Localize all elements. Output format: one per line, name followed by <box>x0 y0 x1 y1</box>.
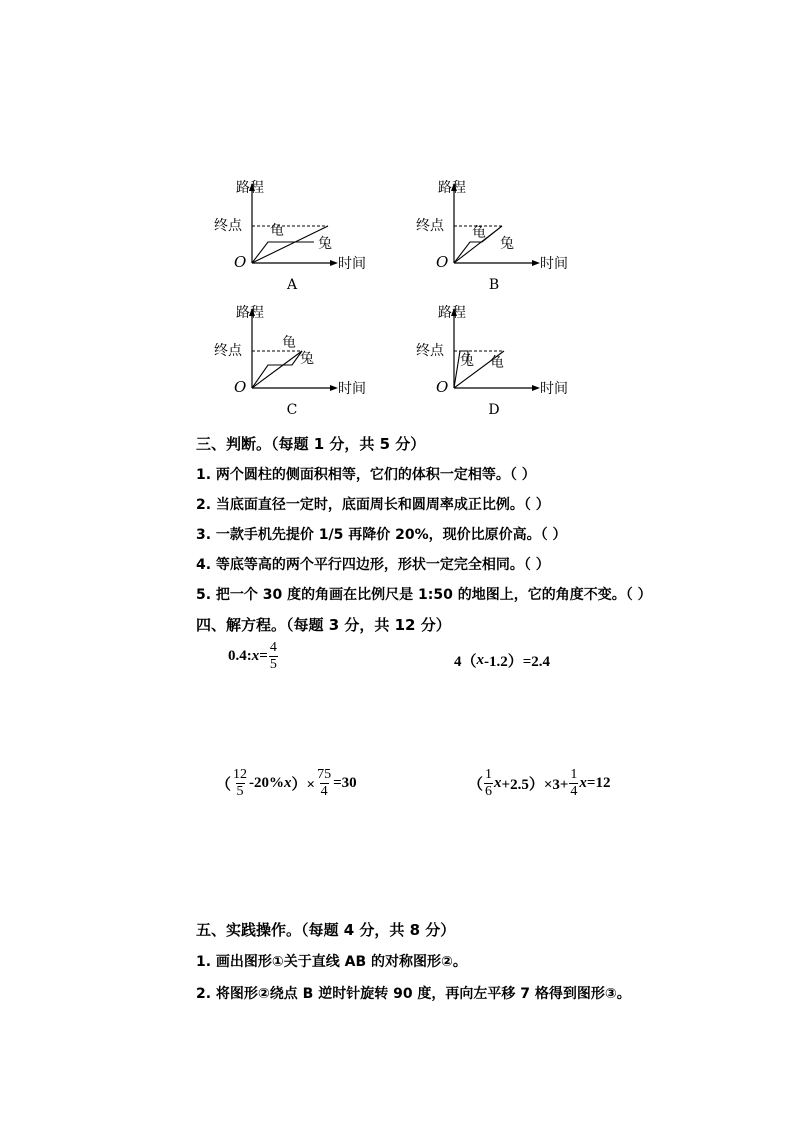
equation-4: （ $\frac{1}{6}$ x +2.5）×3+ $\frac{1}{4}$ x =12 <box>468 767 611 799</box>
section-3-title: 三、判断。（每题 1 分，共 5 分） <box>196 435 426 453</box>
eq3-fraction-2: $\frac{75}{4}$ <box>317 767 332 799</box>
finish-label: 终点 <box>416 218 444 234</box>
judge-item-4: 4. 等底等高的两个平行四边形，形状一定完全相同。（ ） <box>196 557 550 573</box>
turtle-label: 龟 <box>472 225 486 241</box>
judge-item-3: 3. 一款手机先提价 1/5 再降价 20%，现价比原价高。（ ） <box>196 527 567 543</box>
origin-label: O <box>436 378 449 396</box>
finish-label: 终点 <box>214 218 242 234</box>
equation-2 <box>454 650 550 671</box>
eq4-fraction-1: $\frac{1}{6}$ <box>485 767 493 799</box>
rabbit-label: 兔 <box>460 353 474 369</box>
eq3-fraction-1: $\frac{12}{5}$ <box>233 767 248 799</box>
eq2-var: x <box>476 652 485 668</box>
eq2-a: 4（ <box>454 654 477 670</box>
y-axis-label: 路程 <box>236 305 264 321</box>
rabbit-label: 兔 <box>318 236 332 252</box>
x-axis-label: 时间 <box>540 381 568 397</box>
graph-a <box>210 175 366 293</box>
y-axis-label: 路程 <box>438 305 466 321</box>
graph-d <box>412 300 568 418</box>
x-axis-label: 时间 <box>540 256 568 272</box>
finish-label: 终点 <box>416 343 444 359</box>
x-axis-label: 时间 <box>338 256 366 272</box>
graph-caption: C <box>286 402 298 418</box>
practice-item-1: 1. 画出图形①关于直线 AB 的对称图形②。 <box>196 954 467 970</box>
section-4-title: 四、解方程。（每题 3 分，共 12 分） <box>196 616 451 634</box>
graph-caption: A <box>286 277 298 293</box>
rabbit-label: 兔 <box>300 351 314 367</box>
turtle-label: 龟 <box>490 355 504 371</box>
eq1-left: 0.4: <box>228 648 252 664</box>
eq4-fraction-2: $\frac{1}{4}$ <box>570 767 578 799</box>
equation-1 <box>228 640 279 673</box>
y-axis-label: 路程 <box>236 180 264 196</box>
eq1-var: x <box>251 648 260 664</box>
eq1-equals: = <box>259 648 268 664</box>
origin-label: O <box>234 253 247 271</box>
eq1-fraction: $\frac{4}{5}$ <box>269 640 277 672</box>
origin-label: O <box>436 253 449 271</box>
graph-caption: D <box>488 402 500 418</box>
graph-caption: B <box>488 277 500 293</box>
section-5-title: 五、实践操作。（每题 4 分，共 8 分） <box>196 921 456 939</box>
turtle-label: 龟 <box>270 223 284 239</box>
finish-label: 终点 <box>214 343 242 359</box>
practice-item-2: 2. 将图形②绕点 B 逆时针旋转 90 度，再向左平移 7 格得到图形③。 <box>196 986 631 1002</box>
judge-item-1: 1. 两个圆柱的侧面积相等，它们的体积一定相等。（ ） <box>196 467 536 483</box>
y-axis-label: 路程 <box>438 180 466 196</box>
x-axis-label: 时间 <box>338 381 366 397</box>
rabbit-label: 兔 <box>500 236 514 252</box>
turtle-label: 龟 <box>282 335 296 351</box>
graph-c <box>210 300 366 418</box>
equation-3: （ $\frac{12}{5}$ -20% x ）× $\frac{75}{4}$ =30 <box>216 767 357 799</box>
graph-b <box>412 175 568 293</box>
judge-item-5: 5. 把一个 30 度的角画在比例尺是 1:50 的地图上，它的角度不变。（ ） <box>196 587 652 603</box>
judge-item-2: 2. 当底面直径一定时，底面周长和圆周率成正比例。（ ） <box>196 497 550 513</box>
eq2-b: -1.2）=2.4 <box>484 654 551 670</box>
origin-label: O <box>234 378 247 396</box>
